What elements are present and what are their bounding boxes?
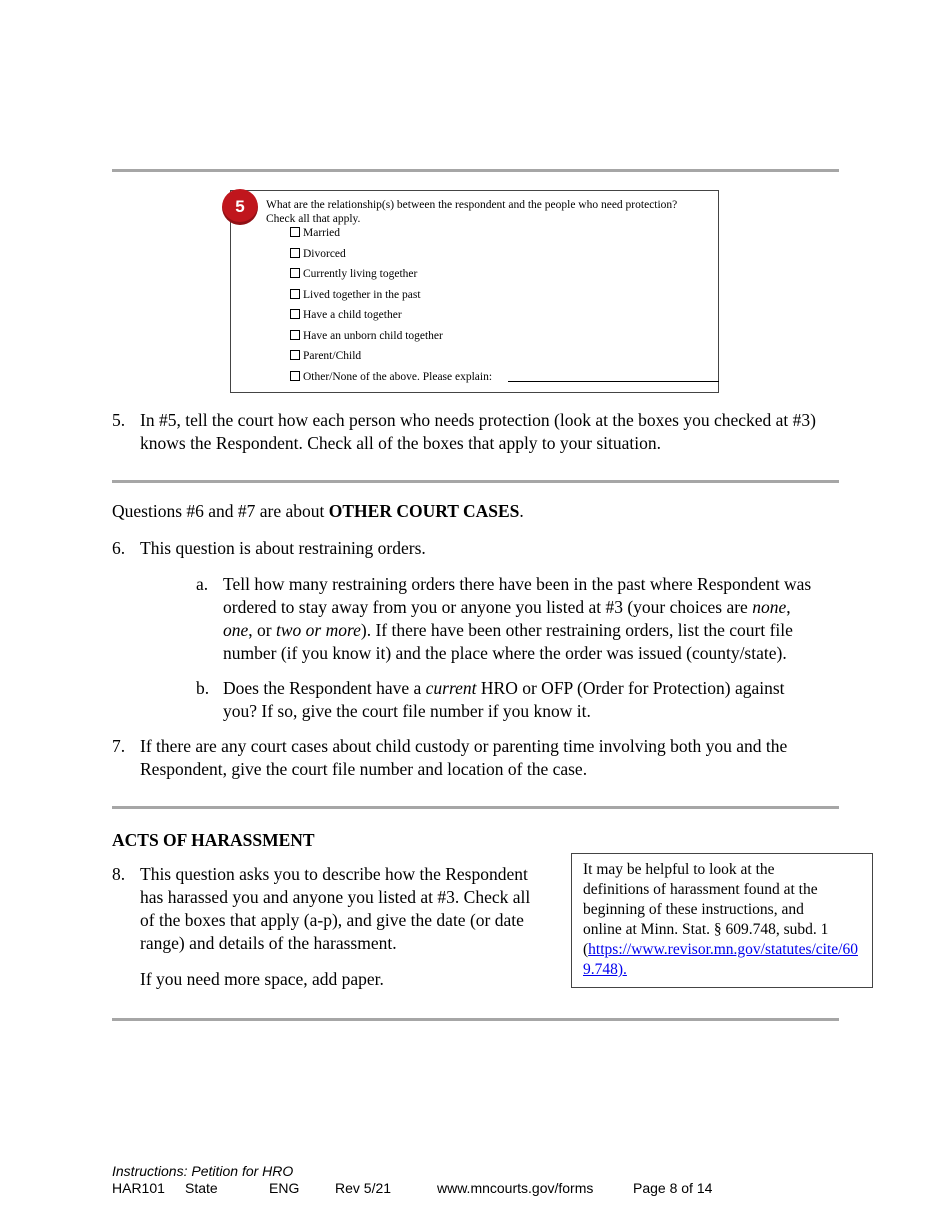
item-6b-text: Does the Respondent have a current HRO or OFP (Order for Protection) against you? If so, give the court file number if you know it. — [223, 678, 785, 721]
snippet-option-married: Married — [290, 226, 340, 240]
more-space-note: If you need more space, add paper. — [140, 969, 384, 989]
snippet-question-line2: Check all that apply. — [266, 213, 361, 225]
item-5-text: In #5, tell the court how each person who needs protection (look at the boxes you checked at #3) knows the Respondent. Check all of the boxes that apply to your situation. — [140, 410, 816, 453]
checkbox-icon — [290, 330, 300, 340]
other-court-cases-intro: Questions #6 and #7 are about OTHER COURT CASES. — [112, 501, 524, 521]
footer-page-number: Page 8 of 14 — [633, 1180, 713, 1196]
checkbox-icon — [290, 309, 300, 319]
footer-scope: State — [185, 1180, 218, 1196]
checkbox-icon — [290, 350, 300, 360]
snippet-option-child-together: Have a child together — [290, 308, 402, 322]
snippet-question-line1: What are the relationship(s) between the respondent and the people who need protection? — [266, 199, 678, 211]
footer-title: Instructions: Petition for HRO — [112, 1163, 294, 1179]
snippet-option-parent-child: Parent/Child — [290, 349, 361, 363]
item-8-number: 8. — [112, 864, 126, 884]
question-number-badge: 5 — [222, 189, 258, 225]
footer-form-code: HAR101 — [112, 1180, 165, 1196]
checkbox-icon — [290, 371, 300, 381]
item-6-text: This question is about restraining orders. — [140, 538, 426, 558]
checkbox-icon — [290, 289, 300, 299]
snippet-option-unborn-child: Have an unborn child together — [290, 329, 443, 343]
snippet-option-lived-together: Lived together in the past — [290, 288, 421, 302]
item-6a-label: a. — [196, 574, 209, 594]
item-8-text: This question asks you to describe how the Respondent has harassed you and anyone you listed at #3. Check all of the boxes that apply (a-p), and give the date (or date range) and details of the harassment. — [140, 864, 531, 953]
section-divider — [112, 806, 839, 809]
checkbox-icon — [290, 227, 300, 237]
statute-link[interactable]: https://www.revisor.mn.gov/statutes/cite/609.748). — [583, 941, 858, 978]
item-5-number: 5. — [112, 410, 126, 430]
item-6a-text: Tell how many restraining orders there have been in the past where Respondent was ordered to stay away from you or anyone you listed at #3 (your choices are none, one, or two or more). If there have been other restraining orders, list the court file number (if you know it) and the place where the order was issued (county/state). — [223, 574, 812, 663]
footer-website: www.mncourts.gov/forms — [437, 1180, 594, 1196]
section-divider-bottom — [112, 1018, 839, 1021]
item-6-number: 6. — [112, 538, 126, 558]
snippet-option-living-together: Currently living together — [290, 267, 417, 281]
footer-language: ENG — [269, 1180, 300, 1196]
section-divider-top — [112, 169, 839, 172]
snippet-question — [266, 198, 716, 226]
snippet-option-divorced: Divorced — [290, 247, 346, 261]
acts-heading: ACTS OF HARASSMENT — [112, 830, 315, 850]
harassment-definition-callout: It may be helpful to look at the definitions of harassment found at the beginning of these instructions, and online at Minn. Stat. § 609.748, subd. 1 (https://www.revisor.mn.gov/statutes/cite/609.748). — [571, 853, 873, 988]
form-snippet-question-5 — [230, 190, 719, 393]
checkbox-icon — [290, 248, 300, 258]
explain-underline — [508, 381, 719, 382]
footer-revision: Rev 5/21 — [335, 1180, 392, 1196]
item-7-number: 7. — [112, 736, 126, 756]
page-footer — [112, 1163, 713, 1196]
section-divider — [112, 480, 839, 483]
snippet-option-other: Other/None of the above. Please explain: — [290, 370, 492, 384]
item-7-text: If there are any court cases about child custody or parenting time involving both you and the Respondent, give the court file number and location of the case. — [140, 736, 788, 779]
item-6b-label: b. — [196, 678, 210, 698]
checkbox-icon — [290, 268, 300, 278]
